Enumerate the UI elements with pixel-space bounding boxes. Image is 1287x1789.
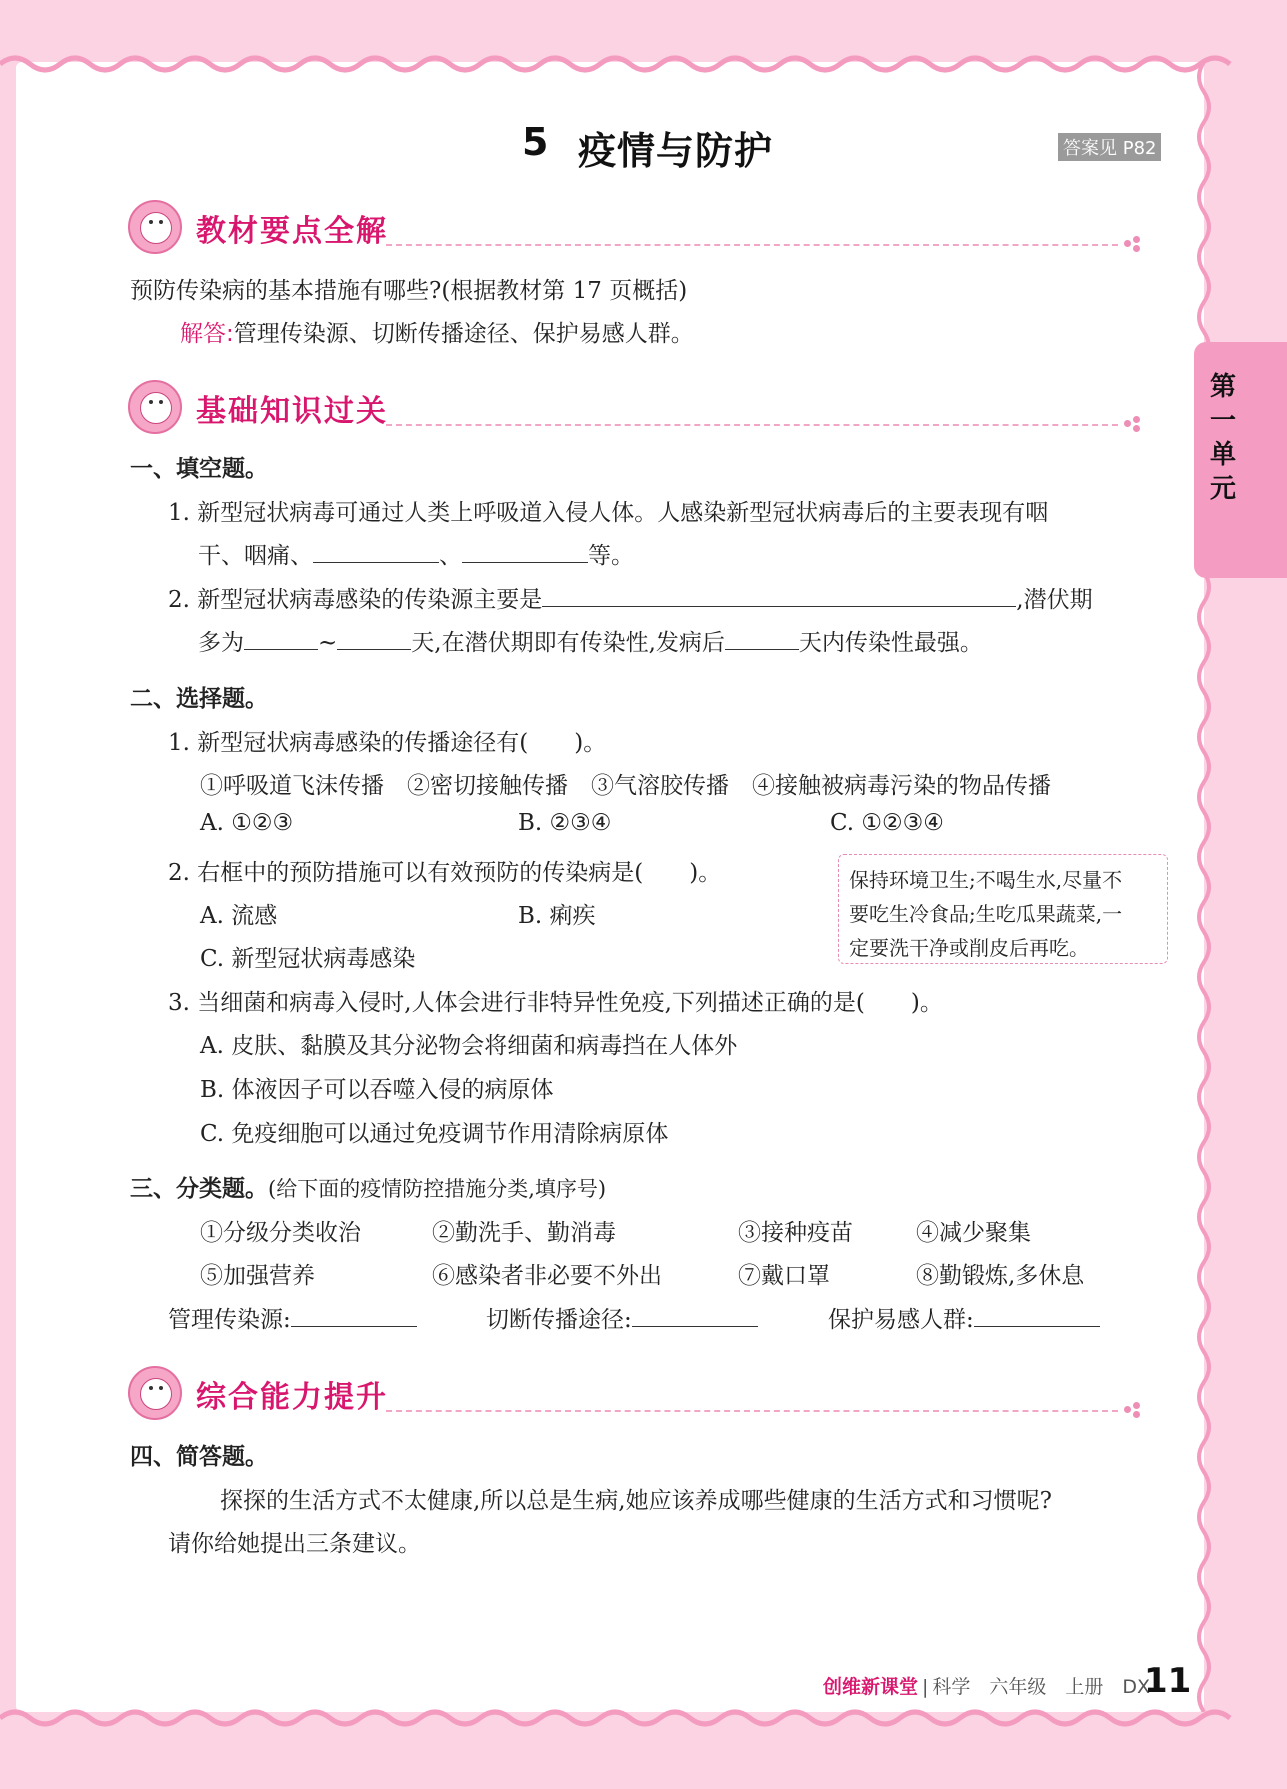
fill-q1-line2 xyxy=(198,537,634,570)
choice-q2: 2. 右框中的预防措施可以有效预防的传染病是( )。 xyxy=(168,860,722,886)
unit-side-tab-label: 第一单元 xyxy=(1210,372,1237,504)
fill-q2-line2 xyxy=(198,624,983,657)
section-title: 综合能力提升 xyxy=(196,1380,388,1415)
text: 2. 新型冠状病毒感染的传染源主要是 xyxy=(168,587,543,613)
classify-heading: 三、分类题。 xyxy=(130,1176,268,1202)
prevention-note-box xyxy=(838,854,1168,964)
classify-note: (给下面的疫情防控措施分类,填序号) xyxy=(268,1177,607,1201)
dots-icon xyxy=(1124,416,1148,432)
page-number: 11 xyxy=(1144,1661,1192,1701)
unit-side-tab xyxy=(1194,342,1287,578)
choice-q1-option-b[interactable]: B. ②③④ xyxy=(518,810,612,836)
short-heading: 四、简答题。 xyxy=(130,1444,268,1470)
key-point-answer xyxy=(180,315,694,348)
choice-q2-option-c[interactable]: C. 新型冠状病毒感染 xyxy=(200,946,416,972)
mascot-icon xyxy=(128,200,182,254)
classify-label: 保护易感人群: xyxy=(828,1307,974,1333)
short-question-line2: 请你给她提出三条建议。 xyxy=(168,1531,421,1557)
answer-blank[interactable] xyxy=(632,1302,758,1327)
dots-icon xyxy=(1124,1402,1148,1418)
answer-blank[interactable] xyxy=(542,582,1016,607)
section-header-basics xyxy=(128,380,1178,436)
text: 干、咽痛、 xyxy=(198,543,313,569)
classify-heading-row xyxy=(130,1170,606,1203)
choice-q3-option-b[interactable]: B. 体液因子可以吞噬入侵的病原体 xyxy=(200,1077,554,1103)
answer-blank[interactable] xyxy=(725,625,799,650)
dots-icon xyxy=(1124,236,1148,252)
note-line: 保持环境卫生;不喝生水,尽量不 xyxy=(849,868,1123,892)
short-question-line1: 探探的生活方式不太健康,所以总是生病,她应该养成哪些健康的生活方式和习惯呢? xyxy=(220,1488,1052,1514)
choice-q3-option-a[interactable]: A. 皮肤、黏膜及其分泌物会将细菌和病毒挡在人体外 xyxy=(200,1033,738,1059)
classify-item: ⑤加强营养 xyxy=(200,1263,315,1289)
text: 天,在潜伏期即有传染性,发病后 xyxy=(411,630,725,656)
choice-heading: 二、选择题。 xyxy=(130,686,268,712)
classify-item: ③接种疫苗 xyxy=(738,1220,853,1246)
classify-item: ②勤洗手、勤消毒 xyxy=(432,1220,616,1246)
choice-q1-option-a[interactable]: A. ①②③ xyxy=(200,810,294,836)
key-point-question: 预防传染病的基本措施有哪些?(根据教材第 17 页概括) xyxy=(130,278,688,304)
classify-item: ⑧勤锻炼,多休息 xyxy=(916,1263,1085,1289)
classify-answer-row-2 xyxy=(486,1301,758,1334)
page-title: 疫情与防护 xyxy=(578,129,774,173)
classify-item: ⑦戴口罩 xyxy=(738,1263,830,1289)
footer-separator: | xyxy=(922,1676,929,1698)
choice-q3-option-c[interactable]: C. 免疫细胞可以通过免疫调节作用清除病原体 xyxy=(200,1121,669,1147)
note-line: 要吃生冷食品;生吃瓜果蔬菜,一 xyxy=(849,902,1123,926)
choice-q1-option-c[interactable]: C. ①②③④ xyxy=(830,810,944,836)
section-divider xyxy=(386,1410,1118,1412)
choice-q2-option-b[interactable]: B. 痢疾 xyxy=(518,903,596,929)
section-divider xyxy=(386,424,1118,426)
section-divider xyxy=(386,244,1118,246)
classify-label: 切断传播途径: xyxy=(486,1307,632,1333)
classify-item: ⑥感染者非必要不外出 xyxy=(432,1263,662,1289)
section-title: 基础知识过关 xyxy=(196,394,388,429)
section-header-key-points xyxy=(128,200,1178,256)
fill-q2-line1 xyxy=(168,581,1093,614)
classify-answer-row-1 xyxy=(168,1301,417,1334)
text: 等。 xyxy=(588,543,634,569)
mascot-icon xyxy=(128,380,182,434)
classify-answer-row-3 xyxy=(828,1301,1100,1334)
text: 、 xyxy=(439,543,462,569)
footer-brand xyxy=(823,1672,1150,1699)
classify-item: ④减少聚集 xyxy=(916,1220,1031,1246)
note-line: 定要洗干净或削皮后再吃。 xyxy=(849,936,1089,960)
choice-q2-option-a[interactable]: A. 流感 xyxy=(200,903,278,929)
fill-q1-line1: 1. 新型冠状病毒可通过人类上呼吸道入侵人体。人感染新型冠状病毒后的主要表现有咽 xyxy=(168,500,1049,526)
brand-name: 创维新课堂 xyxy=(823,1676,919,1698)
text: ~ xyxy=(318,630,338,656)
answer-text: 管理传染源、切断传播途径、保护易感人群。 xyxy=(233,321,694,347)
answer-label: 解答: xyxy=(180,321,234,347)
choice-q1: 1. 新型冠状病毒感染的传播途径有( )。 xyxy=(168,730,607,756)
text: 多为 xyxy=(198,630,244,656)
mascot-icon xyxy=(128,1366,182,1420)
text: ,潜伏期 xyxy=(1016,587,1093,613)
lesson-number: 5 xyxy=(522,120,549,164)
fill-heading: 一、填空题。 xyxy=(130,456,268,482)
answer-blank[interactable] xyxy=(244,625,318,650)
answer-blank[interactable] xyxy=(313,538,439,563)
book-info: 科学 六年级 上册 DX xyxy=(932,1676,1151,1698)
classify-item: ①分级分类收治 xyxy=(200,1220,361,1246)
choice-q3: 3. 当细菌和病毒入侵时,人体会进行非特异性免疫,下列描述正确的是( )。 xyxy=(168,990,943,1016)
answer-blank[interactable] xyxy=(337,625,411,650)
answer-blank[interactable] xyxy=(462,538,588,563)
section-header-advanced xyxy=(128,1366,1178,1422)
classify-label: 管理传染源: xyxy=(168,1307,291,1333)
text: 天内传染性最强。 xyxy=(798,630,983,656)
answer-blank[interactable] xyxy=(291,1302,417,1327)
answer-reference-badge: 答案见 P82 xyxy=(1058,133,1161,161)
section-title: 教材要点全解 xyxy=(196,214,388,249)
answer-blank[interactable] xyxy=(974,1302,1100,1327)
choice-q1-items: ①呼吸道飞沫传播 ②密切接触传播 ③气溶胶传播 ④接触被病毒污染的物品传播 xyxy=(200,773,1051,799)
